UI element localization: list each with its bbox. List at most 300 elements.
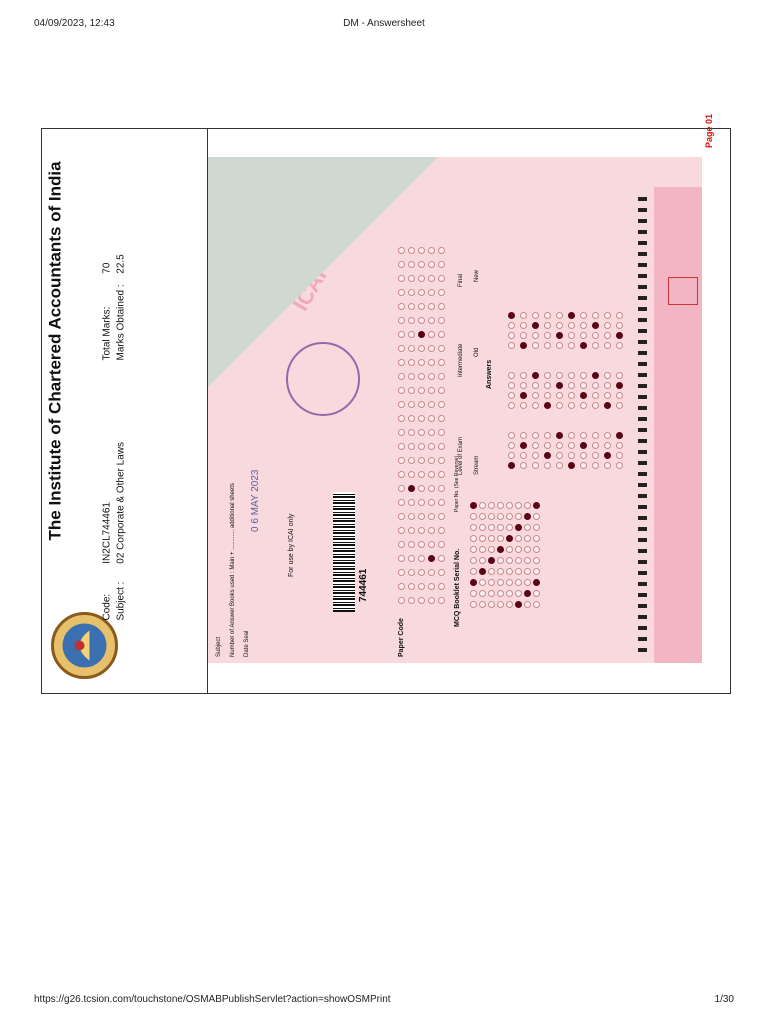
omr-bubble	[408, 527, 415, 534]
omr-bubble	[470, 601, 477, 608]
omr-bubble	[604, 402, 611, 409]
omr-bubble	[398, 387, 405, 394]
omr-bubble	[532, 372, 539, 379]
omr-bubble	[418, 555, 425, 562]
omr-bubble	[508, 402, 515, 409]
omr-bubble	[438, 541, 445, 548]
omr-bubble	[488, 502, 495, 509]
timing-mark	[638, 505, 647, 509]
omr-bubble	[506, 513, 513, 520]
omr-bubble	[544, 432, 551, 439]
omr-bubble	[532, 432, 539, 439]
omr-bubble	[544, 402, 551, 409]
omr-bubble	[568, 462, 575, 469]
omr-bubble	[398, 429, 405, 436]
omr-bubble	[533, 579, 540, 586]
omr-bubble	[438, 569, 445, 576]
omr-bubble	[520, 432, 527, 439]
omr-bubble	[520, 382, 527, 389]
omr-bubble	[556, 462, 563, 469]
omr-bubble	[568, 342, 575, 349]
omr-bubble	[604, 342, 611, 349]
omr-bubble	[604, 432, 611, 439]
omr-bubble	[479, 579, 486, 586]
code-label: Code:	[101, 593, 113, 621]
omr-bubble	[408, 443, 415, 450]
timing-mark	[638, 593, 647, 597]
omr-bubble	[544, 332, 551, 339]
omr-bubble	[568, 322, 575, 329]
omr-bubble	[556, 312, 563, 319]
omr-bubble	[515, 590, 522, 597]
omr-bubble	[515, 546, 522, 553]
omr-bubble	[532, 442, 539, 449]
omr-bubble	[524, 524, 531, 531]
omr-bubble	[398, 443, 405, 450]
omr-bubble	[568, 382, 575, 389]
omr-bubble	[438, 247, 445, 254]
timing-mark	[638, 428, 647, 432]
omr-bubble	[524, 590, 531, 597]
omr-bubble	[408, 401, 415, 408]
code-row	[102, 502, 113, 621]
marking-box	[668, 277, 698, 305]
omr-bubble	[580, 402, 587, 409]
omr-bubble	[428, 569, 435, 576]
timing-mark	[638, 318, 647, 322]
omr-bubble	[488, 568, 495, 575]
omr-bubble	[438, 387, 445, 394]
omr-bubble	[408, 485, 415, 492]
omr-bubble	[506, 557, 513, 564]
omr-bubble	[438, 429, 445, 436]
omr-bubble	[479, 601, 486, 608]
omr-bubble	[592, 382, 599, 389]
omr-bubble	[438, 583, 445, 590]
omr-bubble	[616, 372, 623, 379]
omr-bubble	[520, 452, 527, 459]
omr-bubble	[568, 452, 575, 459]
omr-bubble	[438, 289, 445, 296]
timing-mark	[638, 549, 647, 553]
omr-bubble	[515, 557, 522, 564]
omr-bubble	[479, 502, 486, 509]
omr-bubble	[556, 332, 563, 339]
omr-bubble	[515, 524, 522, 531]
omr-bubble	[479, 590, 486, 597]
omr-bubble	[470, 524, 477, 531]
omr-bubble	[616, 462, 623, 469]
omr-bubble	[497, 568, 504, 575]
omr-bubble	[515, 601, 522, 608]
omr-bubble	[568, 442, 575, 449]
omr-bubble	[428, 541, 435, 548]
omr-bubble	[479, 535, 486, 542]
print-header	[0, 14, 768, 34]
timing-mark	[638, 307, 647, 311]
omr-bubble	[533, 557, 540, 564]
omr-bubble	[532, 402, 539, 409]
omr-bubble	[398, 569, 405, 576]
omr-bubble	[604, 452, 611, 459]
omr-bubble	[556, 432, 563, 439]
omr-bubble	[520, 402, 527, 409]
marks-obtained-value: 22.5	[115, 254, 127, 274]
omr-bubble	[479, 513, 486, 520]
omr-bubble	[604, 312, 611, 319]
omr-bubble	[497, 546, 504, 553]
timing-mark	[638, 285, 647, 289]
timing-mark	[638, 648, 647, 652]
omr-bubble	[418, 569, 425, 576]
omr-bubble	[592, 442, 599, 449]
omr-bubble	[418, 499, 425, 506]
omr-bubble	[418, 457, 425, 464]
pink-strip	[654, 187, 702, 663]
timing-mark	[638, 384, 647, 388]
omr-bubble	[532, 462, 539, 469]
omr-bubble	[506, 590, 513, 597]
omr-bubble	[470, 568, 477, 575]
books-line: Number of Answer Books used : Main + ............ additional sheets	[230, 483, 236, 657]
timing-mark	[638, 230, 647, 234]
omr-bubble	[604, 382, 611, 389]
timing-mark	[638, 241, 647, 245]
paper-code-label: Paper Code	[398, 618, 405, 657]
omr-bubble	[508, 382, 515, 389]
rotated-header	[42, 131, 207, 691]
omr-bubble	[488, 557, 495, 564]
omr-bubble	[506, 601, 513, 608]
omr-bubble	[488, 546, 495, 553]
barcode	[333, 492, 355, 612]
timing-mark	[638, 208, 647, 212]
omr-bubble	[438, 275, 445, 282]
omr-bubble	[398, 471, 405, 478]
omr-bubble	[438, 527, 445, 534]
omr-bubble	[428, 443, 435, 450]
omr-bubble	[520, 442, 527, 449]
omr-bubble	[508, 312, 515, 319]
omr-bubble	[428, 457, 435, 464]
timing-mark	[638, 560, 647, 564]
omr-bubble	[520, 342, 527, 349]
omr-bubble	[470, 557, 477, 564]
omr-bubble	[580, 372, 587, 379]
omr-bubble	[438, 401, 445, 408]
code-value: IN2CL744461	[101, 502, 113, 564]
omr-bubble	[532, 382, 539, 389]
omr-bubble	[408, 457, 415, 464]
icai-watermark: ICAI	[287, 264, 332, 316]
omr-bubble	[533, 524, 540, 531]
omr-bubble	[408, 583, 415, 590]
omr-bubble	[508, 332, 515, 339]
omr-bubble	[592, 342, 599, 349]
omr-bubble	[398, 583, 405, 590]
old-label: Old	[474, 347, 480, 357]
omr-bubble	[497, 524, 504, 531]
omr-bubble	[418, 415, 425, 422]
omr-bubble	[533, 568, 540, 575]
omr-bubble	[470, 590, 477, 597]
omr-bubble	[428, 485, 435, 492]
omr-bubble	[408, 569, 415, 576]
omr-bubble	[479, 546, 486, 553]
date-seal-label: Date Seal	[244, 630, 250, 657]
omr-bubble	[408, 541, 415, 548]
omr-bubble	[506, 535, 513, 542]
omr-bubble	[497, 513, 504, 520]
timing-mark	[638, 197, 647, 201]
omr-bubble	[556, 442, 563, 449]
omr-bubble	[497, 557, 504, 564]
omr-bubble	[604, 442, 611, 449]
omr-bubble	[508, 452, 515, 459]
omr-bubble	[438, 471, 445, 478]
omr-bubble	[408, 415, 415, 422]
omr-bubble	[580, 332, 587, 339]
timing-mark	[638, 527, 647, 531]
omr-bubble	[497, 579, 504, 586]
timing-mark	[638, 274, 647, 278]
omr-bubble	[592, 332, 599, 339]
omr-bubble	[470, 546, 477, 553]
omr-bubble	[438, 303, 445, 310]
page-label: Page 01	[704, 113, 714, 148]
omr-bubble	[580, 382, 587, 389]
omr-bubble	[418, 485, 425, 492]
omr-bubble	[616, 432, 623, 439]
omr-bubble	[398, 541, 405, 548]
omr-bubble	[592, 392, 599, 399]
header-panel	[42, 129, 208, 693]
print-datetime: 04/09/2023, 12:43	[34, 18, 115, 29]
omr-bubble	[556, 382, 563, 389]
level-label: Level of Exam	[458, 436, 464, 475]
omr-bubble	[438, 555, 445, 562]
omr-bubble	[398, 457, 405, 464]
omr-bubble	[438, 261, 445, 268]
omr-bubble	[580, 462, 587, 469]
print-footer	[0, 990, 768, 1010]
omr-bubble	[532, 322, 539, 329]
omr-bubble	[520, 392, 527, 399]
omr-bubble	[532, 342, 539, 349]
timing-mark	[638, 450, 647, 454]
omr-bubble	[616, 402, 623, 409]
omr-bubble	[604, 322, 611, 329]
omr-bubble	[508, 342, 515, 349]
omr-bubble	[428, 555, 435, 562]
omr-bubble	[533, 601, 540, 608]
omr-bubble	[438, 373, 445, 380]
stream-label: Stream	[474, 455, 480, 475]
omr-bubble	[488, 590, 495, 597]
print-title: DM - Answersheet	[343, 18, 425, 29]
marks-obtained-label: Marks Obtained :	[115, 284, 127, 361]
omr-bubble	[428, 415, 435, 422]
omr-bubble	[398, 555, 405, 562]
omr-bubble	[398, 499, 405, 506]
omr-bubble	[428, 499, 435, 506]
omr-bubble	[616, 452, 623, 459]
omr-bubble	[524, 601, 531, 608]
omr-bubble	[568, 432, 575, 439]
omr-bubble	[408, 499, 415, 506]
omr-bubble	[470, 579, 477, 586]
omr-bubble	[418, 443, 425, 450]
icai-use-label: For use by ICAI only	[288, 513, 295, 577]
omr-bubble	[418, 429, 425, 436]
omr-bubble	[556, 452, 563, 459]
answers-label: Answers	[486, 359, 493, 389]
timing-mark	[638, 263, 647, 267]
omr-bubble	[544, 452, 551, 459]
omr-bubble	[398, 485, 405, 492]
omr-bubble	[592, 402, 599, 409]
timing-mark	[638, 516, 647, 520]
omr-bubble	[408, 387, 415, 394]
omr-bubble	[556, 392, 563, 399]
timing-mark	[638, 604, 647, 608]
omr-bubble	[408, 429, 415, 436]
omr-bubble	[438, 443, 445, 450]
omr-bubble	[616, 322, 623, 329]
timing-mark	[638, 483, 647, 487]
omr-bubble	[479, 568, 486, 575]
omr-bubble	[508, 392, 515, 399]
omr-bubble	[428, 513, 435, 520]
print-url: https://g26.tcsion.com/touchstone/OSMABPublishServlet?action=showOSMPrint	[34, 994, 391, 1005]
omr-bubble	[506, 579, 513, 586]
omr-bubble	[533, 546, 540, 553]
omr-bubble	[428, 471, 435, 478]
omr-bubble	[616, 392, 623, 399]
omr-bubble	[398, 527, 405, 534]
timing-mark	[638, 615, 647, 619]
omr-bubble	[408, 513, 415, 520]
omr-bubble	[428, 387, 435, 394]
omr-bubble	[479, 524, 486, 531]
omr-bubble	[524, 568, 531, 575]
omr-bubble	[398, 415, 405, 422]
omr-bubble	[515, 502, 522, 509]
omr-bubble	[524, 546, 531, 553]
omr-bubble	[398, 513, 405, 520]
omr-bubble	[520, 312, 527, 319]
omr-bubble	[508, 322, 515, 329]
roll-number: 744461	[358, 568, 369, 602]
omr-bubble	[418, 583, 425, 590]
timing-mark	[638, 637, 647, 641]
omr-bubble	[580, 432, 587, 439]
omr-bubble	[580, 452, 587, 459]
omr-bubble	[428, 583, 435, 590]
omr-bubble	[418, 541, 425, 548]
timing-mark	[638, 340, 647, 344]
timing-mark	[638, 351, 647, 355]
omr-bubble	[524, 502, 531, 509]
timing-mark	[638, 373, 647, 377]
omr-bubble	[544, 312, 551, 319]
omr-bubble	[532, 392, 539, 399]
omr-bubble	[408, 555, 415, 562]
date-seal: 0 6 MAY 2023	[250, 469, 261, 532]
omr-bubble	[544, 382, 551, 389]
timing-mark	[638, 439, 647, 443]
mcq-serial-label: MCQ Booklet Serial No.	[454, 548, 461, 627]
omr-bubble	[508, 442, 515, 449]
omr-bubble	[506, 524, 513, 531]
omr-bubble	[438, 499, 445, 506]
omr-bubble	[580, 322, 587, 329]
omr-bubble	[524, 535, 531, 542]
subject-row	[116, 442, 127, 621]
omr-bubble	[568, 392, 575, 399]
scanned-answersheet	[208, 157, 702, 663]
omr-bubble	[556, 372, 563, 379]
omr-bubble	[438, 331, 445, 338]
omr-bubble	[544, 392, 551, 399]
institute-title: The Institute of Chartered Accountants of India	[45, 161, 65, 541]
omr-bubble	[488, 601, 495, 608]
omr-bubble	[532, 312, 539, 319]
omr-bubble	[533, 502, 540, 509]
omr-bubble	[533, 535, 540, 542]
total-marks-row	[102, 263, 113, 361]
omr-bubble	[418, 527, 425, 534]
omr-bubble	[580, 442, 587, 449]
omr-bubble	[515, 513, 522, 520]
omr-bubble	[544, 342, 551, 349]
subject-label: Subject :	[115, 581, 127, 621]
timing-mark	[638, 395, 647, 399]
final-label: Final	[458, 273, 464, 287]
omr-bubble	[497, 535, 504, 542]
omr-bubble	[592, 452, 599, 459]
omr-bubble	[580, 392, 587, 399]
omr-bubble	[524, 579, 531, 586]
omr-bubble	[508, 372, 515, 379]
omr-bubble	[520, 332, 527, 339]
timing-mark	[638, 417, 647, 421]
omr-bubble	[488, 513, 495, 520]
omr-bubble	[488, 579, 495, 586]
omr-bubble	[398, 597, 405, 604]
new-label: New	[474, 269, 480, 282]
omr-bubble	[524, 513, 531, 520]
timing-mark	[638, 406, 647, 410]
omr-bubble	[488, 524, 495, 531]
omr-bubble	[544, 442, 551, 449]
timing-mark	[638, 461, 647, 465]
omr-bubble	[470, 513, 477, 520]
omr-bubble	[418, 597, 425, 604]
omr-bubble	[418, 401, 425, 408]
omr-bubble	[479, 557, 486, 564]
omr-bubble	[508, 432, 515, 439]
omr-bubble	[515, 568, 522, 575]
omr-bubble	[556, 402, 563, 409]
omr-bubble	[533, 513, 540, 520]
omr-bubble	[592, 432, 599, 439]
omr-bubble	[556, 342, 563, 349]
omr-bubble	[428, 429, 435, 436]
timing-mark	[638, 538, 647, 542]
icai-logo-icon	[50, 611, 120, 681]
omr-bubble	[544, 322, 551, 329]
